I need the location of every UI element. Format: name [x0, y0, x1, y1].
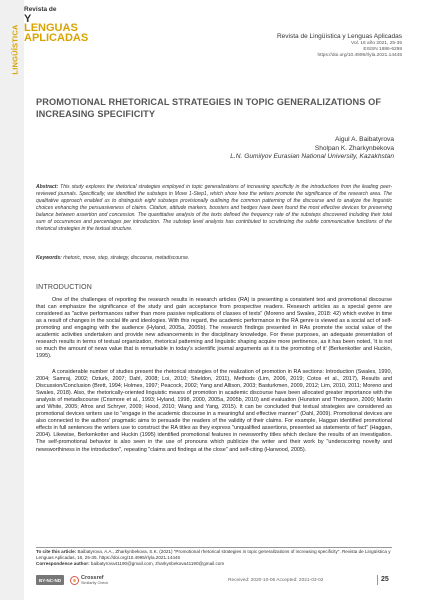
footer-badges: [36, 573, 108, 587]
journal-volume: Vol. 16 año 2021, 25-35: [351, 41, 402, 46]
left-margin-band: [0, 0, 24, 600]
section-heading: INTRODUCTION: [36, 284, 93, 291]
keywords: [36, 255, 392, 262]
author-1: Aigul A. Baibatyrova: [334, 136, 394, 143]
journal-doi-link[interactable]: https://doi.org/10.4995/rlyla.2021.14445: [317, 53, 402, 59]
crossref-badge[interactable]: [70, 575, 108, 586]
keywords-text: rhetoric, move, step, strategy, discourse, metadiscourse.: [61, 255, 190, 261]
crossref-icon: [70, 576, 79, 585]
received-accepted-dates: Received: 2020-10-06 Accepted: 2021-03-02: [228, 578, 324, 583]
logo-vertical-text: LINGÜÍSTICA: [10, 23, 20, 75]
body-paragraph-1: One of the challenges of reporting the research results in research articles (RA) is presenting a consistent text and promotional discourse that can emphasize the significance of the study and gain acceptance from prospective readers. Research articles as a special genre are considered as "active performances rather than more passive replications of classes of texts" (Moreno and Swales, 2018: 42) which evolve in time as a result of changes in the social life and ideologies. With this regard, the academic performance in the RA genre is viewed as a social act of self-promoting and engaging with the audience (Hyland, 2005a, 2005b). The research findings presented in RAs promote the social value of the academic activities undertaken and provide new advancements in the disciplinary knowledge. For these purposes, an adequate presentation of research results in terms of textual organization, rhetorical patterning and linguistic shaping acquire more pertinence, as it has been noted, 'it is not so much the amount of news value that is remarkable in today's scientific journal arguments as it is the promoting of it' (Berkenkotter and Huckin, 1995).: [36, 297, 392, 360]
abstract-label: Abstract:: [36, 184, 59, 190]
citation-text: Baibatyrova, A.A., Zharkynbekova, S.K. (2021) "Promotional rhetorical strategies in topic generalizations of increasing specificity". Revista de Lingüística y Lenguas Aplicadas, 16, 25-35. https://doi.org/10.4995/rlyla.2021.14445: [36, 549, 391, 560]
journal-name: Revista de Lingüística y Lenguas Aplicadas: [276, 33, 402, 40]
crossref-sub-label: Similarity Check: [81, 580, 109, 585]
abstract-text: This study explores the rhetorical strategies employed in topic generalizations of increasing specificity in the introductions from the leading peer-reviewed journals. Specifically, we identified the substeps in Move 1-Step1, which show how the writers promote the significance of the research area. The qualitative approach enabled us to distinguish eight substeps provisionally outlining the common patterning of the discourse and to analyze the linguistic choices enhancing the persuasiveness of claims. Citation, attitude markers, boosters and hedges have been found the most effective devices for preserving balance between assertion and concession. The quantitative analysis of the texts defined the frequency rate of the substeps discovered including their total sum of occurrences and percentages per introduction. The substep level analysis has contributed to scrutinizing the subtle communicative functions of the rhetorical strategies in the textual structure.: [36, 184, 392, 232]
correspondence-label: Correspondence author:: [36, 561, 90, 566]
cc-license-badge[interactable]: BY-NC-ND: [36, 575, 64, 585]
crossref-label: Crossref: [81, 574, 104, 581]
journal-logo: [4, 4, 100, 80]
citation-divider: [36, 547, 392, 548]
author-affiliation: L.N. Gumilyov Eurasian National University, Kazakhstan: [230, 153, 394, 161]
page-number: 25: [381, 576, 389, 583]
logo-y-text: Y: [24, 13, 32, 25]
logo-line2-text: APLICADAS: [24, 32, 89, 44]
author-2: Sholpan K. Zharkynbekova: [314, 144, 394, 152]
citation-label: To cite this article:: [36, 549, 77, 554]
correspondence-email[interactable]: baibatyrova41190@gmail.com, zharkynbekova41190@gmail.com: [89, 561, 225, 566]
logo-line1-text: LENGUAS: [24, 22, 78, 34]
logo-top-text: Revista de: [24, 6, 57, 13]
keywords-label: Keywords:: [36, 255, 62, 261]
body-paragraph-2: A considerable number of studies present the rhetorical strategies of the realization of promotion in RA sections: Introduction (Swales, 1990, 2004; Samraj, 2002; Ozturk, 2007; Dahl, 2008; Loi, 2010; Sheldon, 2011), Methods (Lim, 2006, 2019; Cotos et al., 2017), Results and Discussion/Conclusion (Brett, 1994; Holmes, 1997; Peacock, 2002; Yang and Allison, 2003; Basturkmen, 2009, 2012; Lim, 2010, 2011; Moreno and Swales, 2018). Also, the rhetorically-oriented linguistic means of promotion in academic discourse have been allocated greater importance with the analysis of metadiscourse (Crismore et al., 1993; Hyland, 1998, 2000, 2005a, 2005b, 2010) and evaluation (Hunston and Thompson, 2000; Martin and White, 2005; Afros and Schryer, 2009; Hood, 2010; Wang and Yang, 2015). It can be concluded that textual strategies are considered as promotional devices writers use to "engage in the academic discourse in a meaningful and effective manner" (Dahl, 2009). Promotional devices are also connected to the authors' pragmatic aims to persuade the readers of the validity of their claims. For example, Haggan identified promotional effects in full sentences the writers use to construct the RA titles as they express "unqualified assertions, presented as statements of fact" (Haggan, 2004). Likewise, Berkenkotter and Huckin (1995) identified promotional features in newsworthy titles which declare the results of an investigation. The self-promotional behavior is also seen in the use of pronouns which publicize the writer and their work by "underscoring novelty and newsworthiness in the introduction", repeating "claims and findings at the close" and self-citing (Harwood, 2005).: [36, 369, 392, 453]
journal-info: [202, 32, 402, 60]
authors-block: [194, 136, 394, 162]
page-number-divider: [377, 575, 378, 585]
article-title: PROMOTIONAL RHETORICAL STRATEGIES IN TOPIC GENERALIZATIONS OF INCREASING SPECIFICITY: [36, 97, 382, 119]
citation-block: [36, 549, 392, 567]
abstract: [36, 184, 392, 233]
journal-issn: EISSN 1886-6298: [363, 47, 402, 53]
